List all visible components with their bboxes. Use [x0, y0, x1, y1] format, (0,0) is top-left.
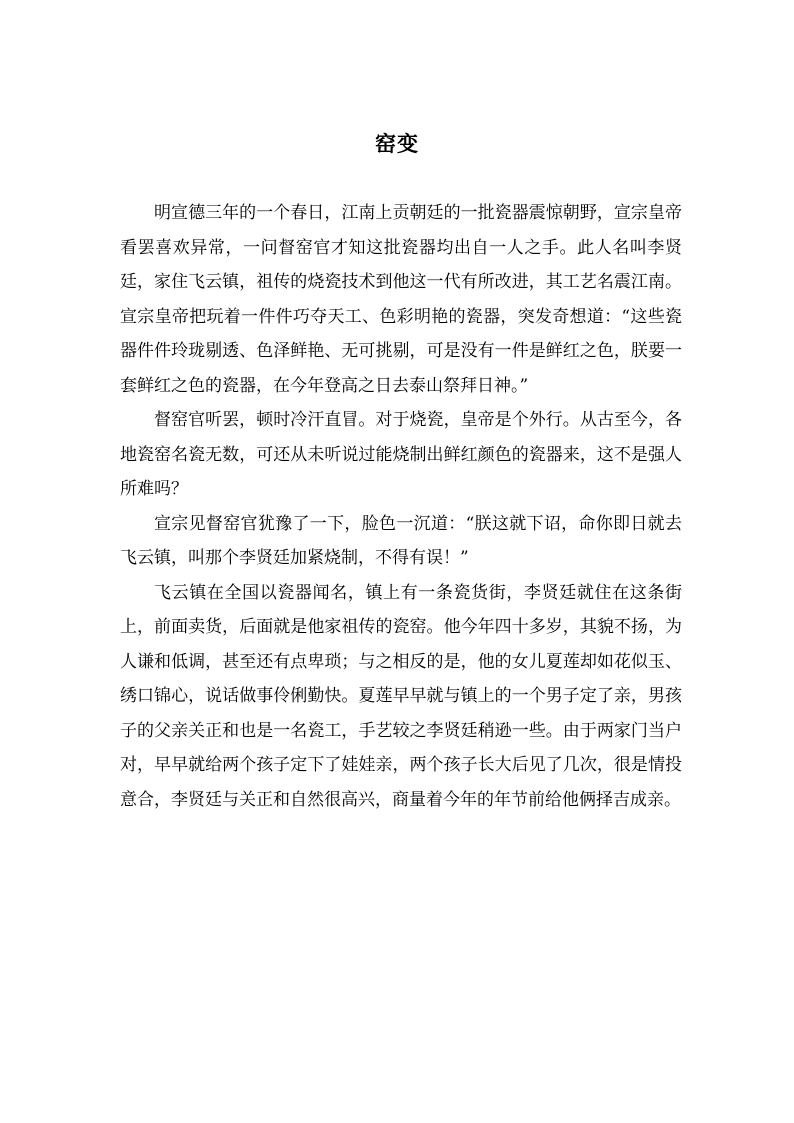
document-title: 窑变 — [375, 131, 419, 156]
paragraph: 督窑官听罢，顿时冷汗直冒。对于烧瓷，皇帝是个外行。从古至今，各地瓷窑名瓷无数，可还从未听说过能烧制出鲜红颜色的瓷器来，这不是强人所难吗？ — [120, 410, 682, 499]
paragraph: 飞云镇在全国以瓷器闻名，镇上有一条瓷货街，李贤廷就住在这条街上，前面卖货，后面就是他家祖传的瓷窑。他今年四十多岁，其貌不扬，为人谦和低调，甚至还有点卑琐；与之相反的是，他的女儿夏莲却如花似玉、绣口锦心，说话做事伶俐勤快。夏莲早早就与镇上的一个男子定了亲，男孩子的父亲关正和也是一名瓷工，手艺较之李贤廷稍逊一些。由于两家门当户对，早早就给两个孩子定下了娃娃亲，两个孩子长大后见了几次，很是情投意合，李贤廷与关正和自然很高兴，商量着今年的年节前给他俩择吉成亲。 — [120, 582, 682, 810]
document-body — [120, 196, 682, 817]
paragraph: 宣宗见督窑官犹豫了一下，脸色一沉道：“朕这就下诏，命你即日就去飞云镇，叫那个李贤廷加紧烧制，不得有误！” — [120, 513, 682, 568]
paragraph: 明宣德三年的一个春日，江南上贡朝廷的一批瓷器震惊朝野，宣宗皇帝看罢喜欢异常，一问督窑官才知这批瓷器均出自一人之手。此人名叫李贤廷，家住飞云镇，祖传的烧瓷技术到他这一代有所改进，其工艺名震江南。宣宗皇帝把玩着一件件巧夺天工、色彩明艳的瓷器，突发奇想道：“这些瓷器件件玲珑剔透、色泽鲜艳、无可挑剔，可是没有一件是鲜红之色，朕要一套鲜红之色的瓷器，在今年登高之日去泰山祭拜日神。” — [120, 203, 682, 396]
